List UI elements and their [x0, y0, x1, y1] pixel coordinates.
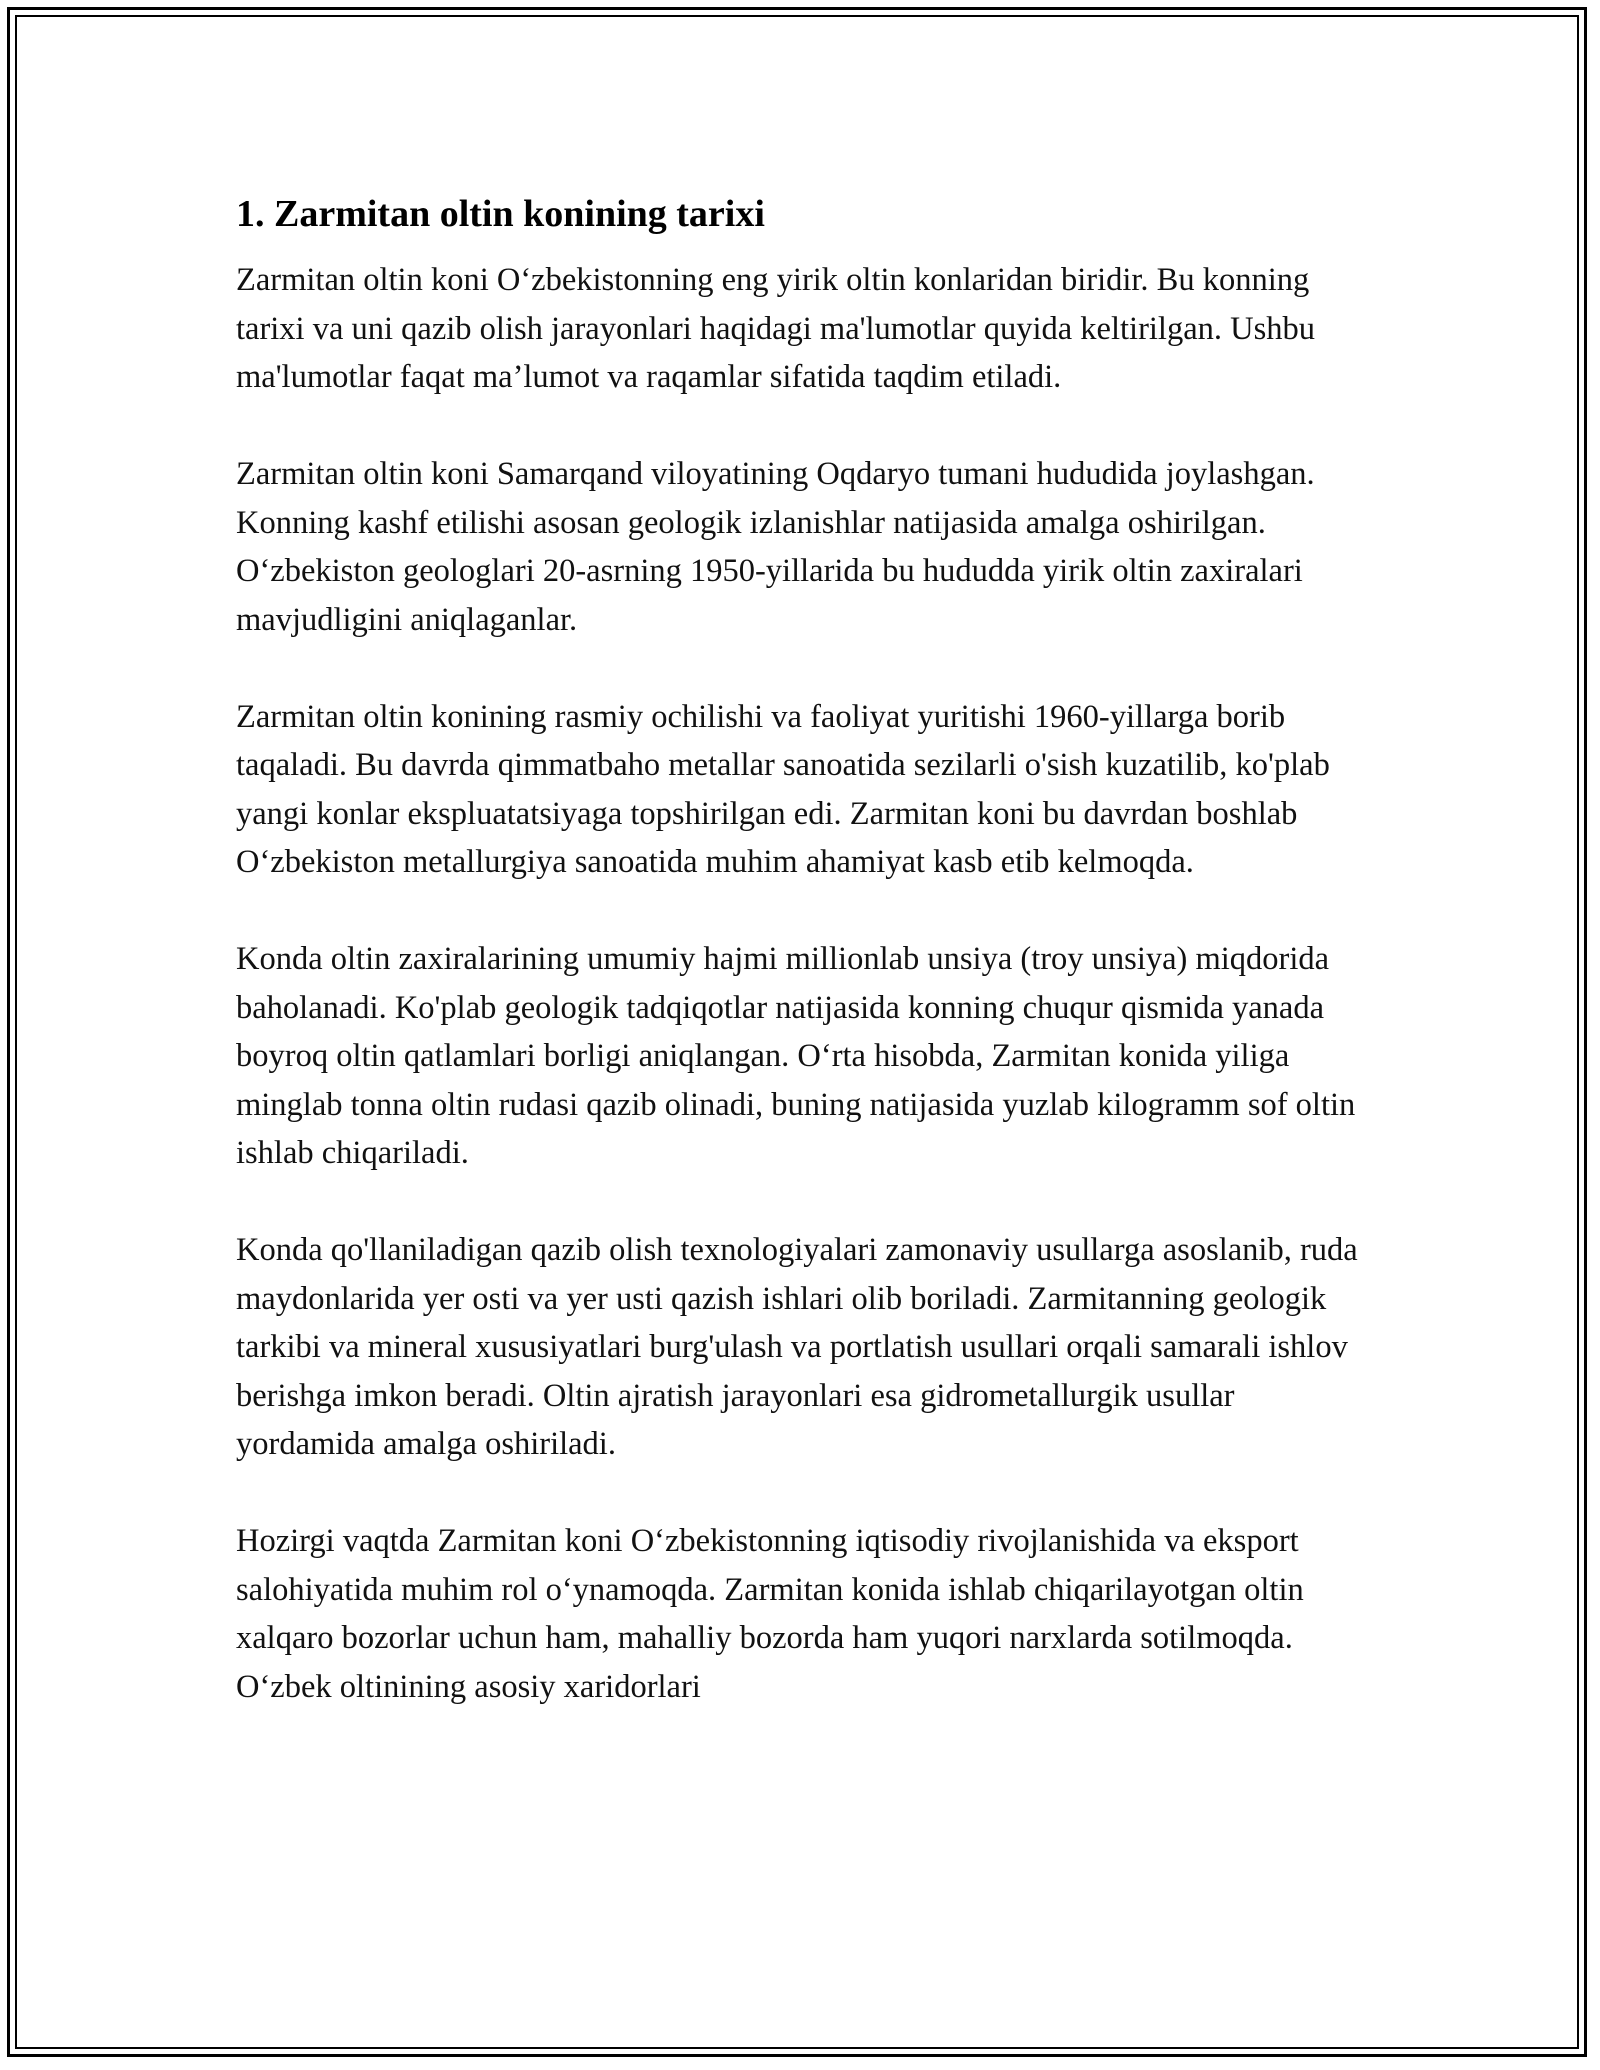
paragraph-economy: Hozirgi vaqtda Zarmitan koni O‘zbekistonning iqtisodiy rivojlanishida va eksport salohiyatida muhim rol o‘ynamoqda. Zarmitan konida ishlab chiqarilayotgan oltin xalqaro bozorlar uchun ham, mahalliy bozorda ham yuqori narxlarda sotilmoqda. O‘zbek oltinining asosiy xaridorlari — [236, 1523, 1304, 1705]
paragraph-opening: Zarmitan oltin konining rasmiy ochilishi va faoliyat yuritishi 1960-yillarga borib taqaladi. Bu davrda qimmatbaho metallar sanoatida sezilarli o'sish kuzatilib, ko'plab yangi konlar ekspluatatsiyaga topshirilgan edi. Zarmitan koni bu davrdan boshlab O‘zbekiston metallurgiya sanoatida muhim ahamiyat kasb etib kelmoqda. — [236, 698, 1330, 880]
paragraph-intro: Zarmitan oltin koni O‘zbekistonning eng yirik oltin konlaridan biridir. Bu konning tarixi va uni qazib olish jarayonlari haqidagi ma'lumotlar quyida keltirilgan. Ushbu ma'lumotlar faqat ma’lumot va raqamlar sifatida taqdim etiladi. — [236, 262, 1315, 395]
document-body — [236, 186, 1366, 1711]
section-heading: 1. Zarmitan oltin konining tarixi — [236, 193, 765, 235]
paragraph-reserves: Konda oltin zaxiralarining umumiy hajmi millionlab unsiya (troy unsiya) miqdorida baholanadi. Ko'plab geologik tadqiqotlar natijasida konning chuqur qismida yanada boyroq oltin qatlamlari borligi aniqlangan. O‘rta hisobda, Zarmitan konida yiliga minglab tonna oltin rudasi qazib olinadi, buning natijasida yuzlab kilogramm sof oltin ishlab chiqariladi. — [236, 941, 1356, 1171]
paragraph-technology: Konda qo'llaniladigan qazib olish texnologiyalari zamonaviy usullarga asoslanib, ruda maydonlarida yer osti va yer usti qazish ishlari olib boriladi. Zarmitanning geologik tarkibi va mineral xususiyatlari burg'ulash va portlatish usullari orqali samarali ishlov berishga imkon beradi. Oltin ajratish jarayonlari esa gidrometallurgik usullar yordamida amalga oshiriladi. — [236, 1232, 1358, 1462]
paragraph-location: Zarmitan oltin koni Samarqand viloyatining Oqdaryo tumani hududida joylashgan. Konning kashf etilishi asosan geologik izlanishlar natijasida amalga oshirilgan. O‘zbekiston geologlari 20-asrning 1950-yillarida bu hududda yirik oltin zaxiralari mavjudligini aniqlaganlar. — [236, 456, 1315, 638]
